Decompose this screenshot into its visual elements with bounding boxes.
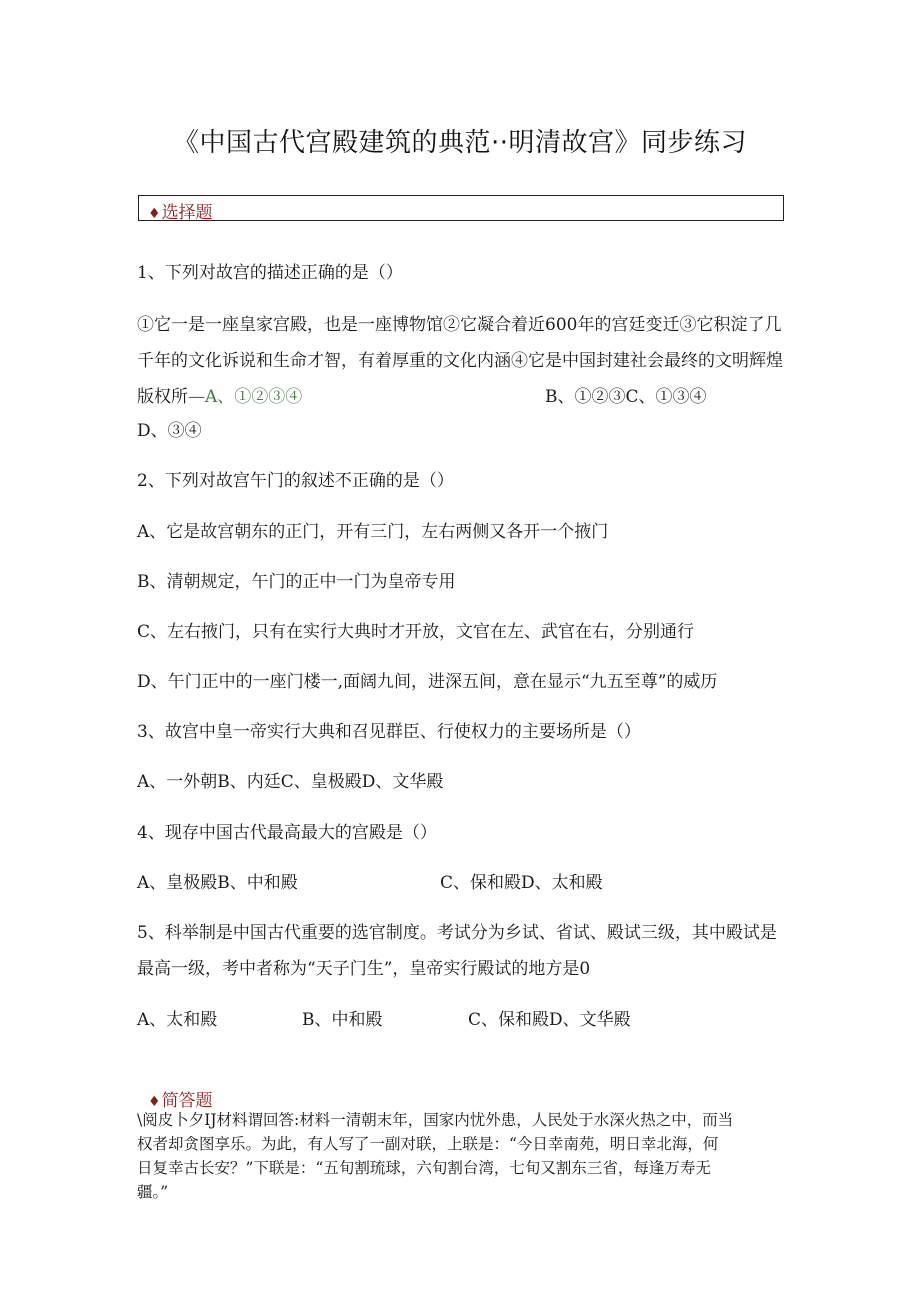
question-5-stem-line-1: 5、科举制是中国古代重要的选官制度。考试分为乡试、省试、殿试三级，其中殿试是 xyxy=(137,923,777,943)
question-5-option-b: B、中和殿 xyxy=(302,1010,383,1030)
question-1-option-bc: B、①②③C、①③④ xyxy=(545,387,707,407)
question-4-stem: 4、现存中国古代最高最大的宫殿是（） xyxy=(137,823,437,843)
question-1-stem: 1、下列对故宫的描述正确的是（） xyxy=(137,263,403,283)
essay-line-4: 疆。” xyxy=(137,1183,169,1201)
question-1-option-a: —A、①②③④ xyxy=(188,387,303,407)
question-1-option-d: D、③④ xyxy=(137,421,202,441)
essay-line-2: 权者却贪图享乐。为此，有人写了一副对联，上联是：“今日幸南苑，明日幸北海，何 xyxy=(137,1135,719,1153)
section-label: 选择题 xyxy=(161,203,213,223)
question-2-option-b: B、清朝规定，午门的正中一门为皇帝专用 xyxy=(137,572,456,592)
diamond-icon: ♦ xyxy=(148,206,161,222)
question-5-option-cd: C、保和殿D、文华殿 xyxy=(468,1010,631,1030)
question-2-option-a: A、它是故宫朝东的正门，开有三门，左右两侧又各开一个掖门 xyxy=(137,522,609,542)
question-4-option-cd: C、保和殿D、太和殿 xyxy=(440,873,603,893)
question-1-text-line-3 xyxy=(137,382,302,407)
question-2-option-d: D、午门正中的一座门楼一,面阔九间，进深五间，意在显示“九五至尊”的威历 xyxy=(137,672,718,692)
question-5-option-a: A、太和殿 xyxy=(137,1010,218,1030)
section-label: 简答题 xyxy=(161,1091,213,1111)
question-1-text-line-2: 千年的文化诉说和生命才智，有着厚重的文化内涵④它是中国封建社会最终的文明辉煌 xyxy=(137,351,783,371)
question-1-text-prefix: 版权所 xyxy=(137,387,188,407)
question-1-text-line-1: ①它一是一座皇家宫殿，也是一座博物馆②它凝合着近600年的宫廷变迁③它积淀了几 xyxy=(137,315,782,335)
question-3-stem: 3、故宫中皇一帝实行大典和召见群臣、行使权力的主要场所是（） xyxy=(137,722,641,742)
essay-line-1: \阅皮卜夕IJ材料谓回答:材料一清朝末年，国家内忧外患，人民处于水深火热之中，而当 xyxy=(137,1111,734,1129)
question-3-options: A、一外朝B、内廷C、皇极殿D、文华殿 xyxy=(137,772,444,792)
question-5-stem-line-2: 最高一级，考中者称为“天子门生”，皇帝实行殿试的地方是0 xyxy=(137,959,591,979)
question-2-option-c: C、左右掖门，只有在实行大典时才开放，文官在左、武官在右，分别通行 xyxy=(137,622,695,642)
page-title: 《中国古代宫殿建筑的典范··明清故宫》同步练习 xyxy=(172,128,748,158)
section-heading-essay xyxy=(148,1086,213,1111)
diamond-icon: ♦ xyxy=(148,1094,161,1110)
question-4-option-ab: A、皇极殿B、中和殿 xyxy=(137,873,298,893)
essay-line-3: 日复幸古长安？”下联是：“五旬割琉球，六旬割台湾，七旬又割东三省，每逢万寿无 xyxy=(137,1159,711,1177)
section-heading-choice xyxy=(148,198,213,223)
section-box-choice xyxy=(138,195,784,221)
question-2-stem: 2、下列对故宫午门的叙述不正确的是（） xyxy=(137,471,454,491)
